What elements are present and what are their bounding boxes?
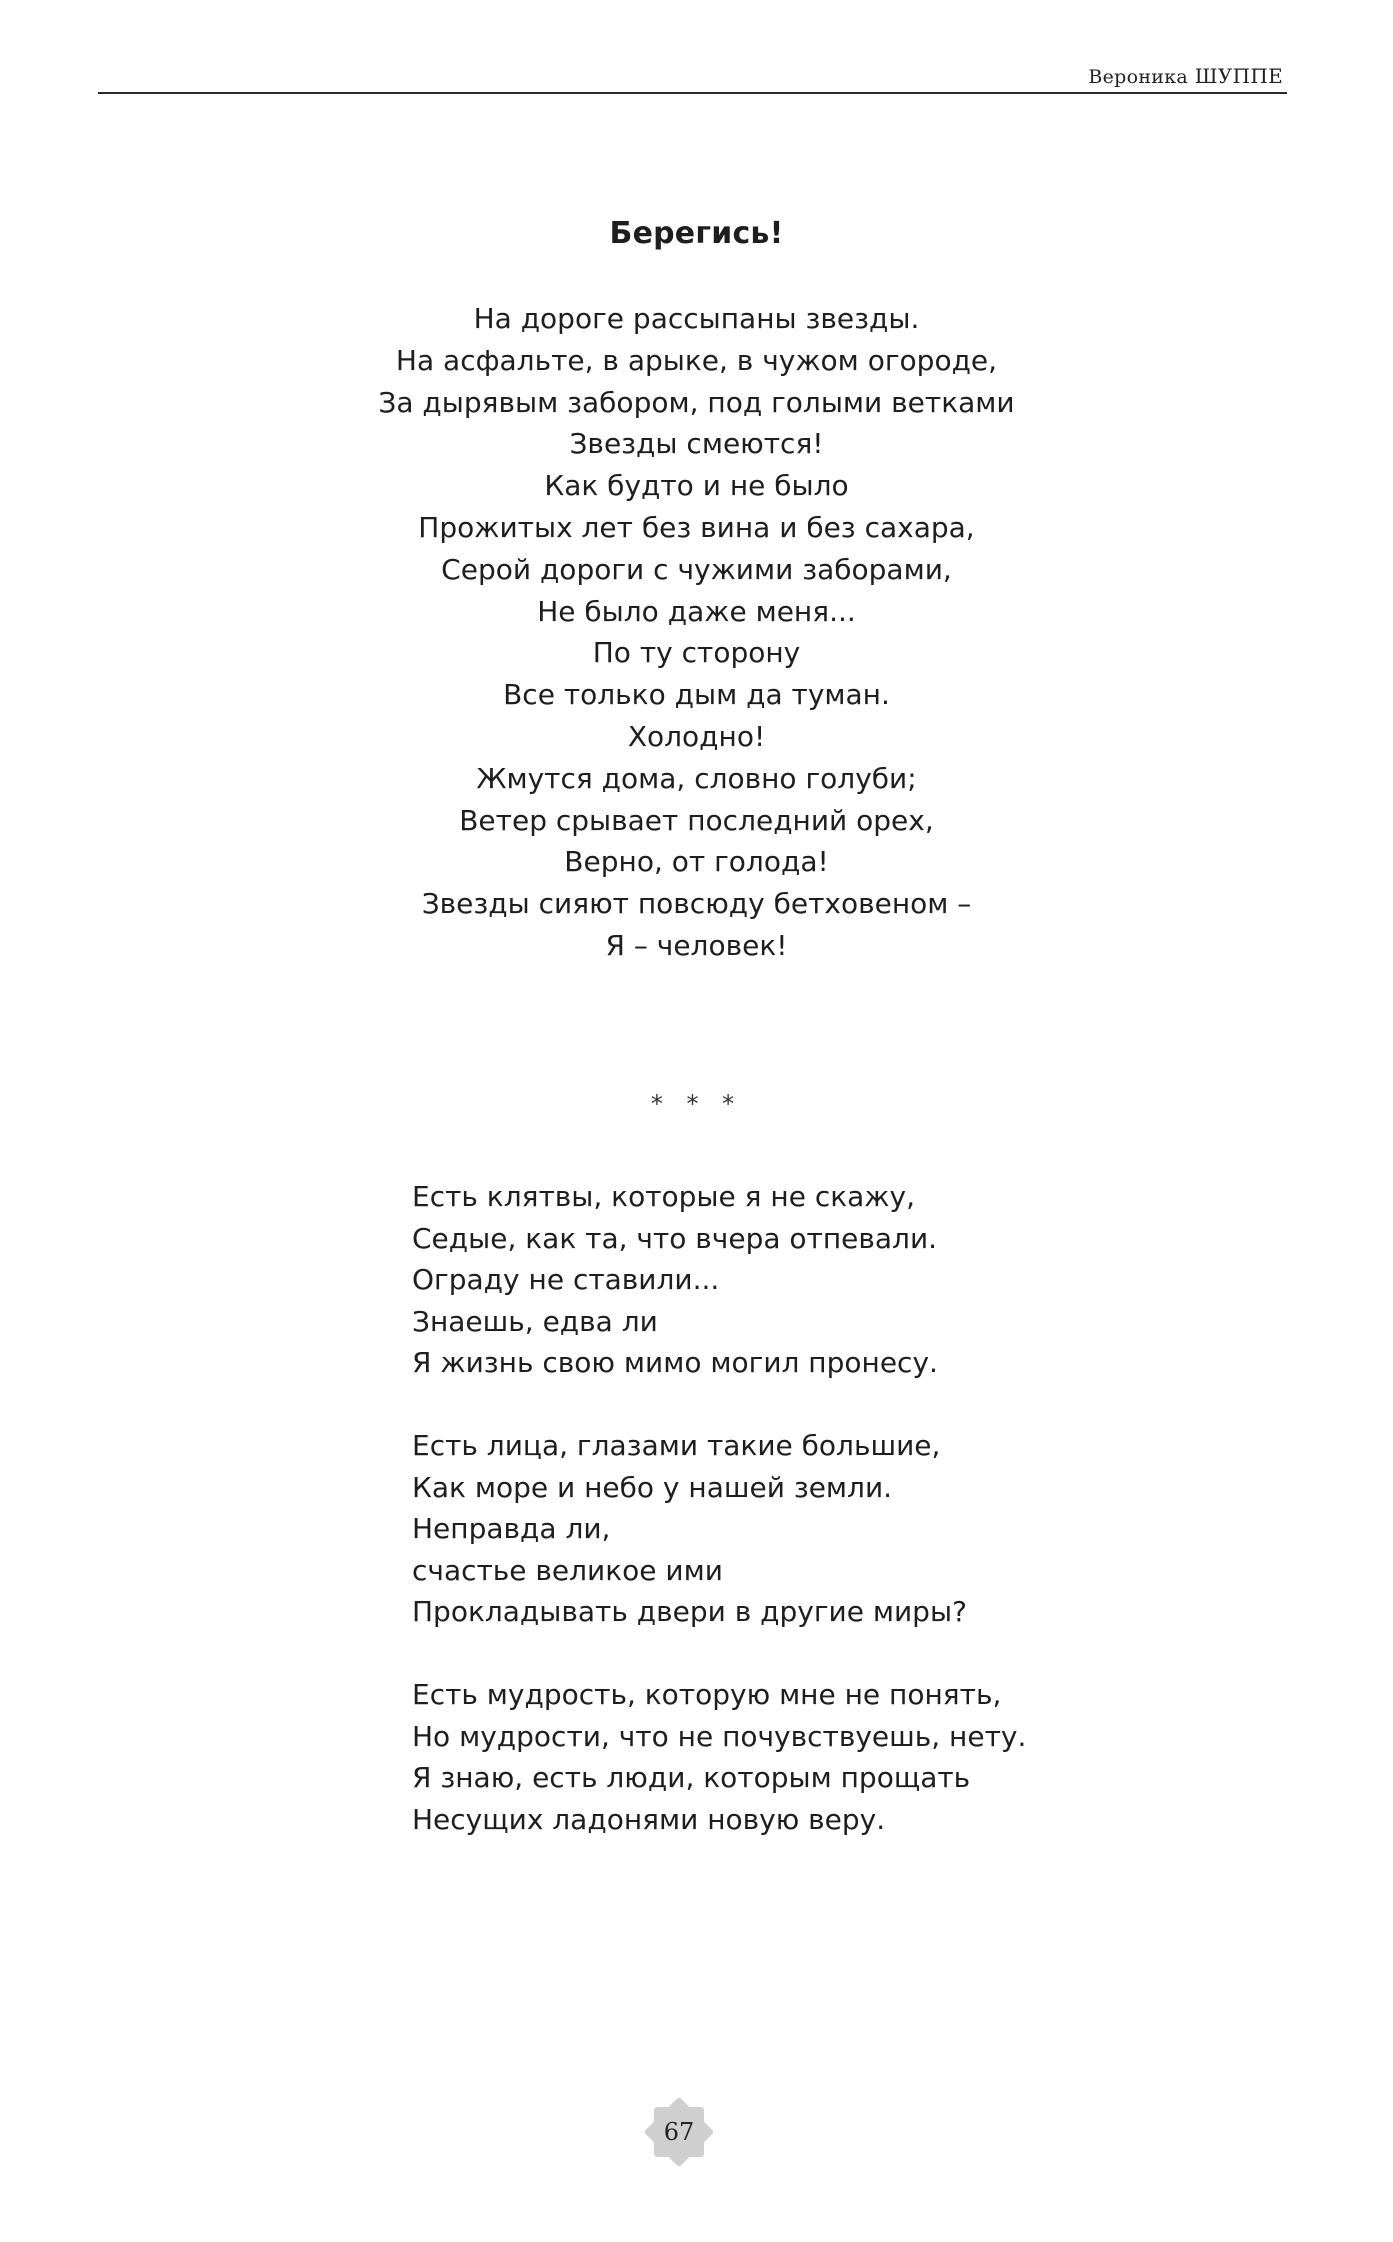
poem-line: Звезды сияют повсюду бетховеном – bbox=[421, 887, 972, 921]
poem-line: Седые, как та, что вчера отпевали. bbox=[412, 1221, 938, 1255]
poem-line: Знаешь, едва ли bbox=[412, 1304, 658, 1338]
poem-line: Неправда ли, bbox=[412, 1512, 611, 1545]
poem-line: Звезды смеются! bbox=[569, 427, 824, 461]
poem-line: Все только дым да туман. bbox=[503, 678, 890, 712]
poem-line: На дороге рассыпаны звезды. bbox=[473, 302, 920, 335]
poem-line: Я – человек! bbox=[605, 928, 788, 962]
poem-line: Как море и небо у нашей земли. bbox=[412, 1470, 893, 1504]
poem-line: Ограду не ставили... bbox=[412, 1263, 720, 1296]
author-first-name: Вероника bbox=[1088, 66, 1189, 88]
poem-line: На асфальте, в арыке, в чужом огороде, bbox=[395, 343, 998, 377]
section-separator: * * * bbox=[650, 1090, 743, 1118]
stanza bbox=[412, 1674, 1026, 1840]
poem-line: Прожитых лет без вина и без сахара, bbox=[418, 510, 975, 544]
page-number-badge bbox=[641, 2094, 717, 2170]
poem-line: Как будто и не было bbox=[544, 469, 849, 503]
poem-line: Серой дороги с чужими заборами, bbox=[441, 552, 952, 586]
poem-2-body bbox=[412, 1176, 1026, 1840]
poem-line: Прокладывать двери в другие миры? bbox=[412, 1595, 967, 1628]
poem-line: По ту сторону bbox=[592, 636, 801, 670]
poem-line: Я жизнь свою мимо могил пронесу. bbox=[412, 1346, 938, 1379]
page-number: 67 bbox=[663, 2118, 695, 2146]
poem-title: Берегись! bbox=[609, 216, 784, 251]
author-name bbox=[1088, 64, 1283, 88]
poem-1-body bbox=[0, 298, 1393, 967]
poem-line: Не было даже меня... bbox=[537, 594, 856, 628]
poem-line: Холодно! bbox=[627, 719, 766, 753]
poem-line: За дырявым забором, под голыми ветками bbox=[378, 385, 1015, 419]
poem-line: Ветер срывает последний орех, bbox=[459, 803, 934, 837]
poem-line: Но мудрости, что не почувствуешь, нету. bbox=[412, 1719, 1027, 1753]
stanza bbox=[412, 1425, 1026, 1633]
running-header bbox=[98, 58, 1287, 94]
poem-line: Есть мудрость, которую мне не понять, bbox=[412, 1678, 1002, 1711]
author-last-name: ШУППЕ bbox=[1194, 64, 1283, 88]
poem-line: Несущих ладонями новую веру. bbox=[412, 1802, 886, 1836]
poem-line: Жмутся дома, словно голуби; bbox=[476, 761, 917, 795]
poem-line: Верно, от голода! bbox=[564, 845, 829, 879]
poem-line: счастье великое ими bbox=[412, 1553, 723, 1587]
poem-line: Я знаю, есть люди, которым прощать bbox=[412, 1761, 971, 1794]
poem-line: Есть клятвы, которые я не скажу, bbox=[412, 1180, 916, 1213]
stanza bbox=[412, 1176, 1026, 1384]
poem-line: Есть лица, глазами такие большие, bbox=[412, 1429, 941, 1462]
